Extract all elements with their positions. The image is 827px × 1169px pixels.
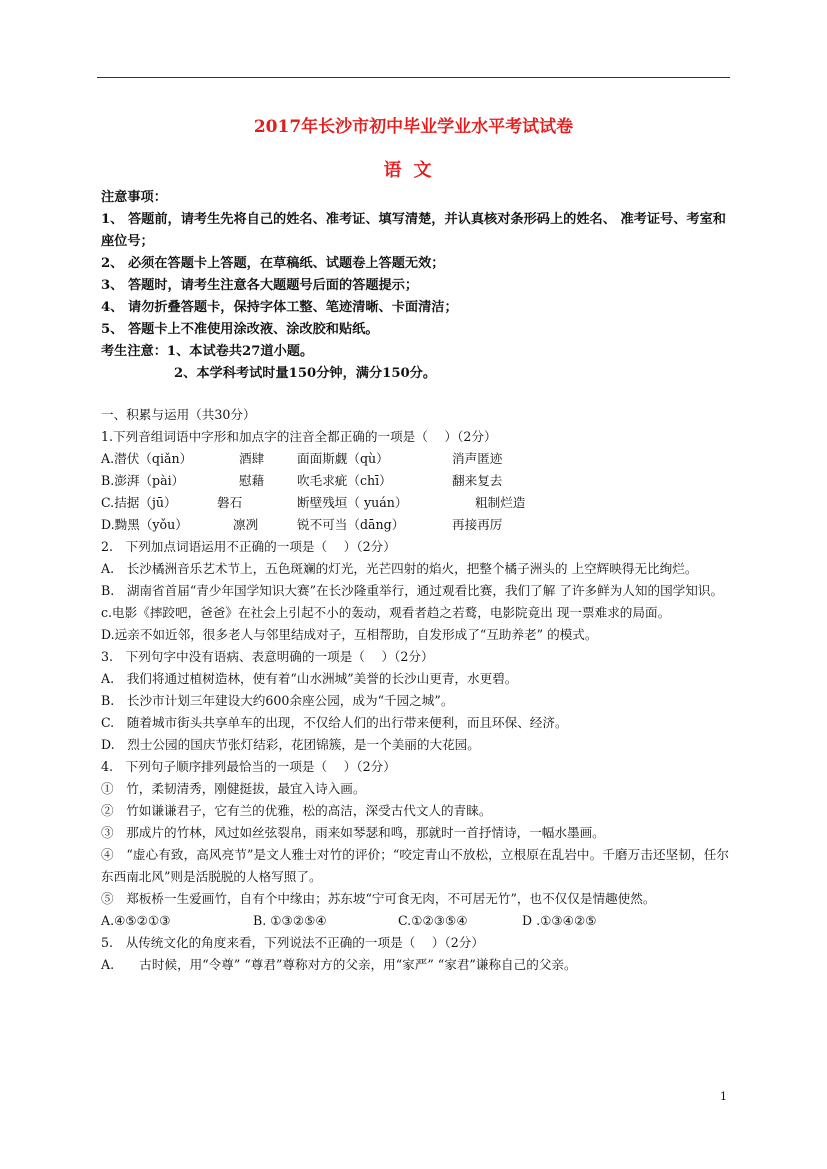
sentence-text: ② 竹如谦谦君子，它有兰的优雅，松的高洁，深受古代文人的青睐。: [101, 803, 492, 818]
option-text: A. 我们将通过植树造林，使有着“山水洲城”美誉的长沙山更青，水更碧。: [101, 671, 518, 686]
notice-item: 2、 必须在答题卡上答题，在草稿纸、试题卷上答题无效；: [101, 256, 445, 271]
notice-item: 3、 答题时，请考生注意各大题题号后面的答题提示；: [101, 278, 419, 293]
question-stem: 4. 下列句子顺序排列最恰当的一项是（ ）（2分）: [101, 759, 396, 774]
option-cell: 消声匿迹: [452, 451, 503, 466]
option-cell: A.潜伏（qiǎn）: [101, 451, 193, 466]
option-cell: 面面斯觑（qù）: [297, 451, 389, 466]
option-row: [101, 492, 729, 514]
option-text: C. 随着城市街头共享单车的出现，不仅给人们的出行带来便利，而且环保、经济。: [101, 715, 568, 730]
option-row: [101, 470, 729, 492]
question-stem: 2. 下列加点词语运用不正确的一项是（ ）（2分）: [101, 539, 396, 554]
option-cell: D .①③④②⑤: [522, 913, 597, 928]
option-text: B. 长沙市计划三年建设大约600余座公园，成为“千园之城”。: [101, 693, 454, 708]
option-text: A. 古时候，用“令尊” “尊君”尊称对方的父亲，用“家严” “家君”谦称自己的父亲。: [101, 957, 577, 972]
sentence-text: ① 竹，柔韧清秀，刚健挺拔，最宜入诗入画。: [101, 781, 366, 796]
option-cell: 吹毛求疵（chī）: [297, 473, 392, 488]
question-stem: 5. 从传统文化的角度来看，下列说法不正确的一项是（ ）（2分）: [101, 935, 484, 950]
page-number: 1: [720, 1090, 727, 1103]
option-cell: B. ①③②⑤④: [253, 913, 327, 928]
option-cell: 慰藉: [239, 473, 265, 488]
option-cell: C.①②③⑤④: [398, 913, 468, 928]
option-cell: 粗制烂造: [475, 495, 526, 510]
notice-item: 1、 答题前，请考生先将自己的姓名、准考证、填写清楚，并认真核对条形码上的姓名、 准考证号、考室和座位号；: [101, 212, 726, 249]
option-cell: D.黝黑（yǒu）: [101, 517, 188, 532]
option-cell: A.④⑤②①③: [101, 913, 171, 928]
section-heading: 一、积累与运用（共30分）: [101, 407, 256, 422]
option-cell: 凛冽: [233, 517, 259, 532]
question-stem: 3. 下列句字中没有语病、表意明确的一项是（ ）（2分）: [101, 649, 434, 664]
option-row: [101, 514, 729, 536]
option-text: D. 烈士公园的国庆节张灯结彩，花团锦簇，是一个美丽的大花园。: [101, 737, 480, 752]
exam-title: 2017年长沙市初中毕业学业水平考试试卷: [253, 117, 574, 137]
sentence-text: ④ “虚心有致，高风亮节”是文人雅士对竹的评价；“咬定青山不放松，立根原在乱岩中。千磨万击还坚韧，任尔东西南北风”则是活脱脱的人格写照了。: [101, 847, 729, 884]
exam-note: 2、本学科考试时量150分钟，满分150分。: [174, 366, 437, 381]
option-cell: 翻来复去: [452, 473, 503, 488]
option-cell: C.拮据（jū）: [101, 495, 177, 510]
option-text: c.电影《摔跤吧，爸爸》在社会上引起不小的轰动，观看者趋之若鹜，电影院竟出 现一票难求的局面。: [101, 605, 671, 620]
notice-item: 5、 答题卡上不准使用涂改液、涂改胶和贴纸。: [101, 322, 379, 337]
option-cell: 磐石: [217, 495, 243, 510]
notice-heading: 注意事项：: [101, 190, 167, 205]
option-row: [101, 448, 729, 470]
option-cell: 断壁残垣（ yuán）: [297, 495, 408, 510]
exam-note: 考生注意：1、本试卷共27道小题。: [101, 344, 314, 359]
notice-block: [101, 187, 729, 385]
option-text: D.远亲不如近邻，很多老人与邻里结成对子，互相帮助，自发形成了“互助养老” 的模式。: [101, 627, 598, 642]
sentence-text: ③ 那成片的竹林，风过如丝弦裂帛，雨来如琴瑟和鸣，那就时一首抒情诗，一幅水墨画。: [101, 825, 605, 840]
option-text: A. 长沙橘洲音乐艺术节上，五色斑斓的灯光，光芒四射的焰火，把整个橘子洲头的 上空辉映得无比绚烂。: [101, 561, 698, 576]
sentence-text: ⑤ 郑板桥一生爱画竹，自有个中缘由；苏东坡“宁可食无肉，不可居无竹”，也不仅仅是情趣使然。: [101, 891, 656, 906]
option-cell: B.澎湃（pài）: [101, 473, 185, 488]
option-cell: 锐不可当（dāng）: [297, 517, 405, 532]
option-text: B. 湖南省首届“青少年国学知识大赛”在长沙隆重举行，通过观看比赛，我们了解 了许多鲜为人知的国学知识。: [101, 583, 724, 598]
notice-item: 4、 请勿折叠答题卡，保持字体工整、笔迹清晰、卡面清洁；: [101, 300, 458, 315]
option-cell: 再接再厉: [452, 517, 503, 532]
question-stem: 1.下列音组词语中字形和加点字的注音全都正确的一项是（ ）（2分）: [101, 429, 497, 444]
question-content: [101, 404, 729, 976]
option-cell: 酒肆: [239, 451, 265, 466]
option-row: [101, 910, 729, 932]
subject-title: 语文: [383, 160, 444, 181]
header-rule: [97, 77, 730, 78]
